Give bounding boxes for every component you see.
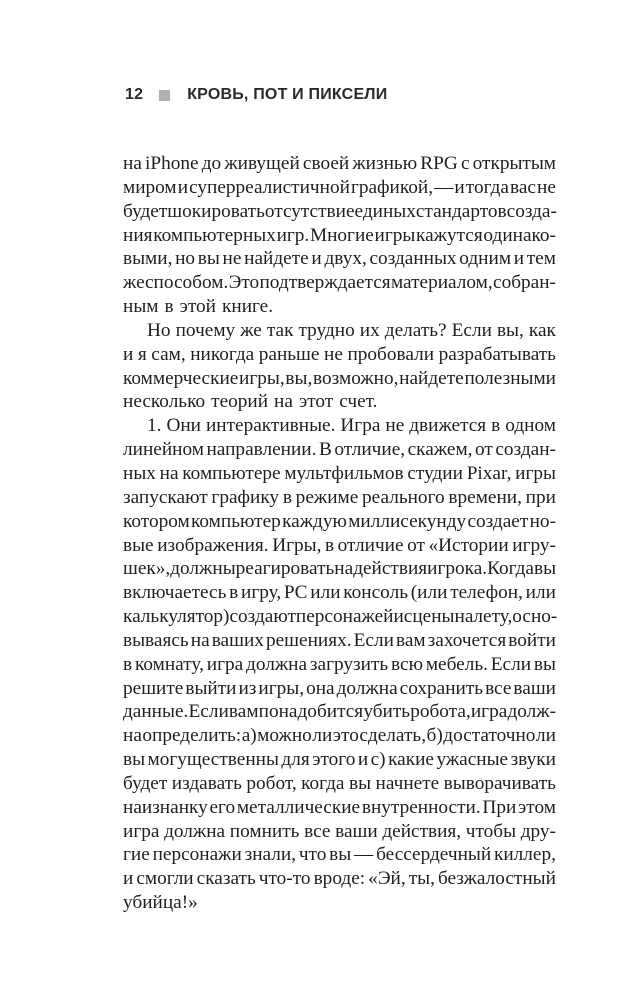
text-line: миром и суперреалистичной графикой, — и тогда вас не bbox=[123, 176, 556, 198]
text-line: на определить: а) можно ли это сделать, б) достаточно ли bbox=[123, 725, 556, 747]
page-number: 12 bbox=[125, 86, 144, 103]
text-line: включаетесь в игру, PC или консоль (или телефон, или bbox=[123, 582, 556, 604]
book-title: КРОВЬ, ПОТ И ПИКСЕЛИ bbox=[187, 86, 388, 103]
text-line: вые изображения. Игры, в отличие от «Истории игру- bbox=[123, 534, 556, 556]
text-line: вываясь на ваших решениях. Если вам захочется войти bbox=[123, 629, 556, 651]
text-line: ным в этой книге. bbox=[123, 296, 274, 318]
text-line: 1. Они интерактивные. Игра не движется в одном bbox=[147, 415, 556, 437]
text-line: будет шокировать отсутствие единых стандартов созда- bbox=[123, 200, 557, 222]
paragraph bbox=[123, 319, 556, 414]
text-line: гие персонажи знали, что вы — бессердечный киллер, bbox=[123, 844, 556, 866]
text-line: убийца!» bbox=[123, 892, 198, 914]
text-line: наизнанку его металлические внутренности. При этом bbox=[123, 796, 556, 818]
text-line: линейном направлении. В отличие, скажем, от создан- bbox=[123, 439, 556, 461]
paragraph bbox=[123, 414, 556, 915]
text-line: решите выйти из игры, она должна сохранить все ваши bbox=[123, 677, 556, 699]
text-line: на iPhone до живущей своей жизнью RPG с открытым bbox=[123, 153, 556, 174]
text-line: шек», должны реагировать на действия игрока. Когда вы bbox=[123, 558, 557, 580]
text-line: ния компьютерных игр. Многие игры кажутся одинако- bbox=[123, 224, 556, 246]
running-header bbox=[125, 86, 387, 104]
text-line: коммерческие игры, вы, возможно, найдете полезными bbox=[123, 367, 556, 389]
text-line: вы могущественны для этого и c) какие ужасные звуки bbox=[123, 749, 556, 771]
text-line: Но почему же так трудно их делать? Если вы, как bbox=[147, 319, 556, 341]
text-line: же способом. Это подтверждается материалом, собран- bbox=[123, 272, 556, 294]
body-text bbox=[123, 152, 556, 915]
text-line: котором компьютер каждую миллисекунду создает но- bbox=[123, 510, 556, 532]
square-bullet-icon bbox=[159, 90, 170, 101]
text-line: игра должна помнить все ваши действия, чтобы дру- bbox=[123, 820, 556, 842]
paragraph bbox=[123, 152, 556, 319]
text-line: и смогли сказать что-то вроде: «Эй, ты, безжалостный bbox=[123, 868, 556, 890]
text-line: несколько теорий на этот счет. bbox=[123, 391, 378, 413]
text-line: ных на компьютере мультфильмов студии Pixar, игры bbox=[123, 462, 556, 484]
text-line: будет издавать робот, когда вы начнете выворачивать bbox=[123, 772, 556, 794]
text-line: в комнату, игра должна загрузить всю мебель. Если вы bbox=[123, 653, 556, 675]
text-line: выми, но вы не найдете и двух, созданных одним и тем bbox=[123, 248, 556, 270]
text-line: и я сам, никогда раньше не пробовали разрабатывать bbox=[123, 343, 556, 365]
text-line: запускают графику в режиме реального времени, при bbox=[123, 486, 556, 508]
text-line: данные. Если вам понадобится убить робота, игра долж- bbox=[123, 701, 556, 723]
text-line: калькулятор) создают персонажей и сцены на лету, осно- bbox=[123, 606, 558, 628]
